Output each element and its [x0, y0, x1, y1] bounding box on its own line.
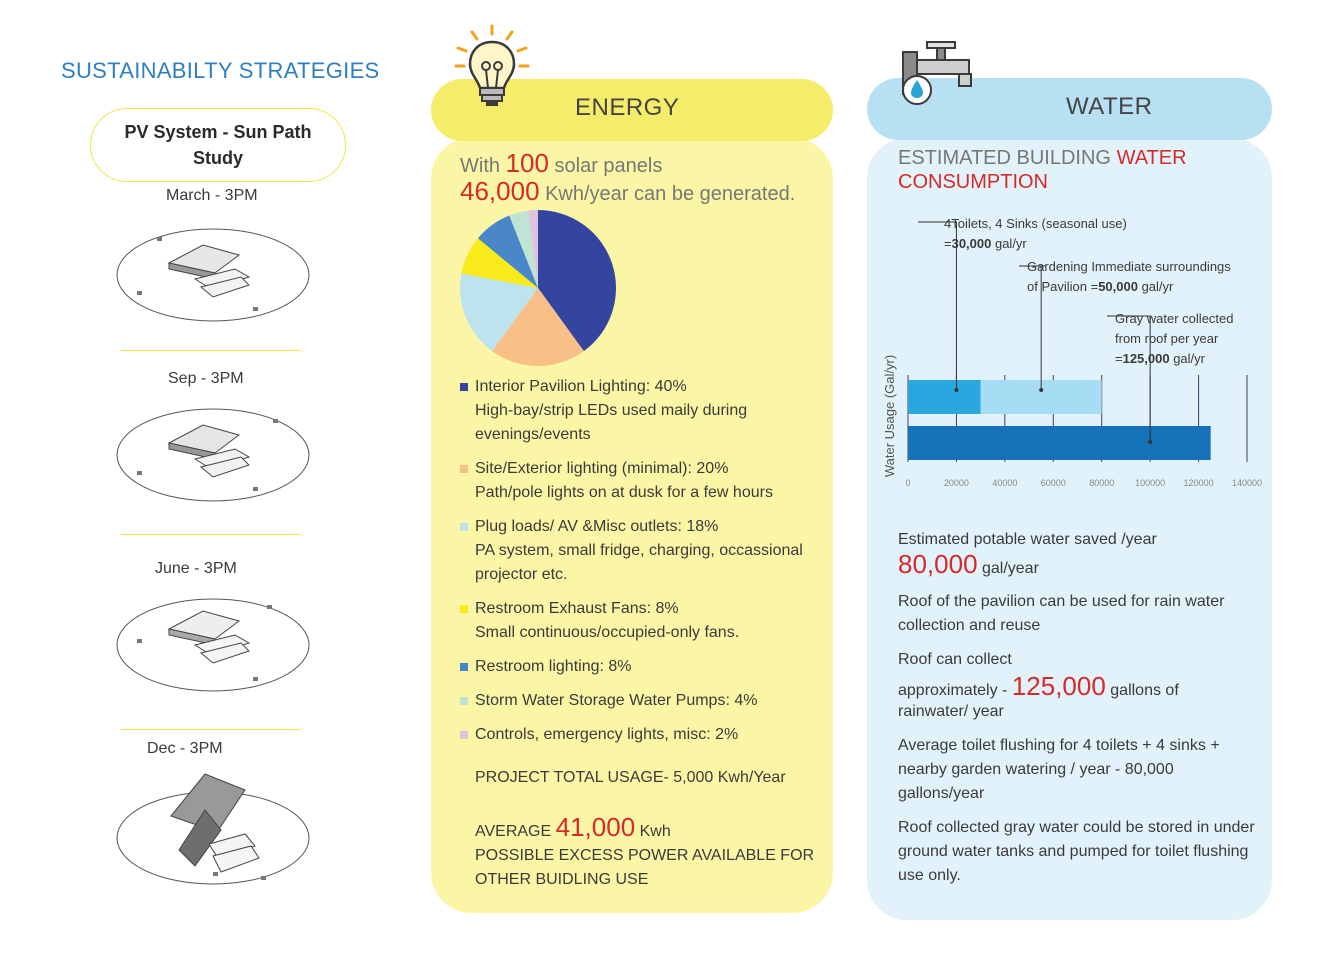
legend-swatch — [460, 731, 468, 739]
sun-path-disc-sep — [113, 405, 313, 505]
generation-text-post: Kwh/year can be generated. — [545, 183, 796, 205]
leader-dot-2 — [1148, 440, 1152, 444]
sun-path-disc-dec — [113, 770, 313, 888]
annotation-toilets-prefix: = — [944, 236, 952, 251]
roof-collect-prefix: approximately - — [898, 682, 1008, 699]
section-title: SUSTAINABILTY STRATEGIES — [61, 58, 380, 83]
legend-item — [460, 689, 830, 713]
leader-line-1 — [1019, 266, 1045, 390]
roof-collect-line3: rainwater/ year — [898, 703, 1004, 720]
annotation-gardening-line1: Gardening Immediate surroundings — [1027, 259, 1231, 274]
annotation-toilets-line1: 4Toilets, 4 Sinks (seasonal use) — [944, 216, 1127, 231]
pv-system-title: PV System - Sun Path Study — [90, 108, 346, 182]
legend-item — [460, 375, 830, 447]
study-label-june: June - 3PM — [155, 560, 237, 577]
x-tick-label: 140000 — [1231, 478, 1263, 488]
project-total-usage: PROJECT TOTAL USAGE- 5,000 Kwh/Year — [475, 769, 786, 786]
bar-0-segment-0 — [908, 380, 981, 414]
bar-1-segment-0 — [908, 426, 1211, 460]
annotation-graywater-line2: from roof per year — [1115, 331, 1219, 346]
legend-label: Interior Pavilion Lighting: 40% — [475, 378, 687, 395]
roof-collect-line1: Roof can collect — [898, 651, 1012, 668]
saved-unit: gal/year — [981, 560, 1039, 577]
x-tick-label: 0 — [905, 478, 911, 488]
y-axis-label: Water Usage (Gal/yr) — [882, 354, 897, 478]
annotation-graywater-line1: Gray water collected — [1115, 311, 1234, 326]
energy-legend — [460, 375, 830, 757]
water-subtitle-red: WATER CONSUMPTION — [898, 147, 1187, 193]
faucet-icon — [893, 38, 983, 108]
legend-label: Controls, emergency lights, misc: 2% — [475, 726, 739, 743]
annotation-graywater-prefix: = — [1115, 351, 1123, 366]
roof-collect-suffix: gallons of — [1110, 682, 1179, 699]
legend-label: Site/Exterior lighting (minimal): 20% — [475, 460, 729, 477]
x-tick-label: 40000 — [992, 478, 1018, 488]
energy-title: ENERGY — [575, 94, 680, 121]
legend-item — [460, 723, 830, 747]
roof-collect-line2 — [898, 671, 1258, 703]
light-bulb-icon — [452, 22, 532, 114]
leader-dot-1 — [1039, 388, 1043, 392]
gray-water-storage-text: Roof collected gray water could be stored in under ground water tanks and pumped for toilet flushing use only. — [898, 819, 1255, 884]
excess-line-1: POSSIBLE EXCESS POWER AVAILABLE FOR — [475, 847, 815, 864]
legend-label: Restroom Exhaust Fans: 8% — [475, 600, 679, 617]
water-subtitle-pre: ESTIMATED BUILDING — [898, 147, 1111, 169]
energy-pie-chart — [458, 208, 618, 368]
water-title: WATER — [1066, 93, 1153, 120]
average-number: 41,000 — [555, 812, 636, 842]
x-tick-label: 60000 — [1040, 478, 1066, 488]
average-excess-block — [475, 812, 815, 892]
annotation-gardening-prefix: of Pavilion = — [1027, 279, 1099, 294]
divider — [120, 534, 300, 535]
legend-item — [460, 655, 830, 679]
sun-path-disc-march — [113, 225, 313, 325]
sun-path-disc-june — [113, 595, 313, 695]
study-label-sep: Sep - 3PM — [168, 370, 244, 387]
annotation-graywater-value: 125,000 — [1122, 351, 1170, 366]
saved-label: Estimated potable water saved /year — [898, 531, 1157, 548]
legend-swatch — [460, 697, 468, 705]
legend-swatch — [460, 523, 468, 531]
divider — [120, 350, 300, 351]
panels-text-post: solar panels — [554, 155, 663, 177]
roof-collect-number: 125,000 — [1011, 671, 1106, 701]
legend-item — [460, 515, 830, 587]
legend-label: Storm Water Storage Water Pumps: 4% — [475, 692, 758, 709]
leader-line-2 — [1107, 316, 1150, 442]
legend-swatch — [460, 663, 468, 671]
x-tick-label: 120000 — [1183, 478, 1214, 488]
panels-text — [460, 148, 662, 179]
legend-item — [460, 597, 830, 645]
generation-kwh: 46,000 — [460, 176, 540, 206]
saved-value-line — [898, 549, 1258, 581]
study-label-march: March - 3PM — [166, 187, 258, 204]
x-tick-label: 100000 — [1135, 478, 1166, 488]
annotation-toilets-unit: gal/yr — [991, 236, 1027, 251]
annotation-graywater-unit: gal/yr — [1169, 351, 1205, 366]
legend-description: PA system, small fridge, charging, occassional projector etc. — [475, 542, 803, 583]
legend-label: Restroom lighting: 8% — [475, 658, 632, 675]
average-label: AVERAGE — [475, 823, 552, 840]
leader-dot-0 — [954, 388, 958, 392]
study-label-dec: Dec - 3PM — [147, 740, 223, 757]
annotation-gardening-value: 50,000 — [1098, 279, 1138, 294]
legend-description: High-bay/strip LEDs used maily during evenings/events — [475, 402, 748, 443]
average-line — [475, 812, 814, 844]
panels-text-pre: With — [460, 155, 500, 177]
water-subtitle — [898, 146, 1238, 194]
leader-line-0 — [918, 222, 956, 390]
legend-swatch — [460, 465, 468, 473]
legend-description: Path/pole lights on at dusk for a few hours — [475, 484, 773, 501]
legend-label: Plug loads/ AV &Misc outlets: 18% — [475, 518, 719, 535]
legend-swatch — [460, 383, 468, 391]
legend-swatch — [460, 605, 468, 613]
average-unit: Kwh — [639, 823, 671, 840]
x-tick-label: 20000 — [943, 478, 969, 488]
divider — [120, 729, 300, 730]
toilet-flushing-text: Average toilet flushing for 4 toilets + 4 sinks + nearby garden watering / year - 80,000 gallons/year — [898, 737, 1220, 802]
water-usage-chart — [878, 200, 1268, 500]
generation-text — [460, 176, 795, 207]
x-tick-label: 80000 — [1089, 478, 1115, 488]
legend-item — [460, 457, 830, 505]
annotation-toilets-value: 30,000 — [951, 236, 992, 251]
saved-number: 80,000 — [898, 549, 978, 579]
rain-collection-text: Roof of the pavilion can be used for rain water collection and reuse — [898, 593, 1225, 634]
annotation-gardening-unit: gal/yr — [1137, 279, 1174, 294]
panels-count: 100 — [505, 148, 549, 178]
legend-description: Small continuous/occupied-only fans. — [475, 624, 740, 641]
excess-line-2: OTHER BUIDLING USE — [475, 871, 649, 888]
